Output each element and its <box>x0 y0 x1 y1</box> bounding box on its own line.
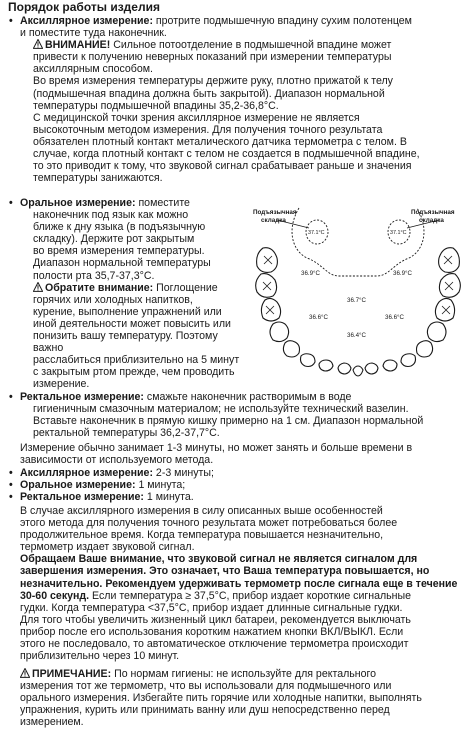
bullet-duration-1: • <box>9 467 13 479</box>
temp-left-fold: 37.1°C <box>308 230 325 236</box>
oral-line: поместите <box>135 197 190 209</box>
notes-emphasis: незначительно. Рекомендуем удерживать термометр после сигнала еще в течение <box>20 577 458 590</box>
bullet-axillary: • <box>9 15 13 27</box>
notes-emphasis: завершения измерения. Это означает, что Ваша температура повышается, но <box>20 565 430 578</box>
diagram-left-label: складка <box>261 217 286 224</box>
remark-label: ПРИМЕЧАНИЕ: <box>32 668 112 680</box>
axillary-line: и поместите туда наконечник. <box>20 27 167 40</box>
axillary-label: Аксиллярное измерение: <box>20 15 153 27</box>
notes-emphasis: Обращаем Ваше внимание, что звуковой сигнал не является сигналом для <box>20 553 418 566</box>
section-title: Порядок работы изделия <box>8 0 160 14</box>
remark-text: измерения тот же термометр, что вы использовали для подмышечного или <box>20 680 392 693</box>
notes-text: этого метода для получения точного результата может потребоваться более <box>20 517 398 530</box>
notes-text: гудки. Когда температура <37,5°С, прибор издает длинные сигнальные гудки. <box>20 601 403 614</box>
rectal-label: Ректальное измерение: <box>20 391 144 403</box>
axillary-warning-text: привести к получению неверных показаний при измерении температуры <box>33 51 392 64</box>
bullet-oral: • <box>9 197 13 209</box>
oral-block <box>20 197 248 391</box>
rectal-line: гигиеничным смазочным материалом; не используйте технический вазелин. <box>33 403 409 416</box>
remark-text: орального измерения. Избегайте пить горячие или холодные напитки, выполнять <box>20 692 422 705</box>
oral-warning-text: измерение. <box>33 378 90 391</box>
oral-line: складку). Держите рот закрытым <box>33 233 195 246</box>
diagram-right-label: складка <box>419 217 444 224</box>
axillary-block <box>20 15 420 184</box>
duration-item <box>20 467 214 479</box>
remark-block <box>20 668 422 728</box>
oral-label: Оральное измерение: <box>20 197 136 209</box>
warning-icon <box>20 668 30 678</box>
duration-item-value: 1 минута. <box>143 491 194 503</box>
duration-item-label: Ректальное измерение: <box>20 491 144 503</box>
remark-text: измерением. <box>20 716 84 729</box>
remark-text: По нормам гигиены: не используйте для ректального <box>111 668 377 680</box>
oral-line: ближе к дну языка (в подъязычную <box>33 221 206 234</box>
warning-icon <box>33 39 43 49</box>
notes-text: приблизительно через 10 минут. <box>20 650 180 663</box>
molar-cusps <box>263 256 453 314</box>
tongue-outline <box>292 208 424 276</box>
bullet-duration-2: • <box>9 479 13 491</box>
axillary-paragraph: температуры подмышечной впадины 35,2-36,8°С. <box>33 99 279 112</box>
duration-item-value: 1 минута; <box>135 479 186 491</box>
oral-warning-text: Поглощение <box>153 281 218 294</box>
axillary-paragraph: то это приводит к тому, что звуковой сигнал срабатывает раньше и значения <box>33 160 412 173</box>
bullet-rectal: • <box>9 391 13 403</box>
rectal-line: смажьте наконечник растворимым в воде <box>143 391 352 403</box>
duration-text: Измерение обычно занимает 1-3 минуты, но может занять и больше времени в <box>20 442 413 454</box>
oral-warning-text: горячих или холодных напитков, <box>33 293 193 306</box>
notes-block <box>20 505 457 662</box>
axillary-warning-text: Сильное потоотделение в подмышечной впадине может <box>110 39 392 52</box>
notes-text: прибор после его использования коротким нажатием кнопки ВКЛ/ВЫКЛ. Если <box>20 625 404 638</box>
remark-text: упражнения, курить или принимать ванну или душ непосредственно перед <box>20 704 390 717</box>
temp-right-low: 36.6°C <box>385 314 404 321</box>
duration-item-label: Оральное измерение: <box>20 479 136 491</box>
temp-right-fold: 37.1°C <box>390 230 407 236</box>
duration-item <box>20 479 185 491</box>
oral-line: Диапазон нормальной температуры <box>33 257 211 270</box>
axillary-warning-label: ВНИМАНИЕ! <box>45 39 111 52</box>
diagram-right-label: Подъязычная <box>411 209 455 216</box>
rectal-block <box>20 391 423 439</box>
notes-emphasis: 30-60 секунд. <box>20 589 90 602</box>
axillary-paragraph: температуры занижаются. <box>33 172 163 185</box>
notes-text: В случае аксиллярного измерения в силу описанных выше особенностей <box>20 505 383 517</box>
temp-left-low: 36.6°C <box>309 314 328 321</box>
oral-line: полости рта 35,7-37,3°С. <box>33 269 155 282</box>
oral-warning-text: иной деятельности может повысить или <box>33 317 231 330</box>
notes-text: продолжительное время. Когда температура повышается незначительно, <box>20 529 384 542</box>
rectal-line: Вставьте наконечник в прямую кишку примерно на 1 см. Диапазон нормальной <box>33 415 424 428</box>
temp-center: 36.7°C <box>347 297 366 304</box>
notes-text: термометр издает звуковой сигнал. <box>20 541 195 554</box>
axillary-paragraph: случае, когда плотный контакт с телом не создается в подмышечной впадине, <box>33 148 420 161</box>
dental-arch <box>256 248 461 376</box>
notes-text: Для того чтобы увеличить жизненный цикл батареи, рекомендуется выключать <box>20 613 411 626</box>
temp-left-mid: 36.9°C <box>301 270 320 277</box>
warning-icon <box>33 282 43 292</box>
axillary-warning-text: аксиллярным способом. <box>33 63 153 76</box>
temp-right-mid: 36.9°C <box>393 270 412 277</box>
diagram-left-label: Подъязычная <box>253 209 297 216</box>
duration-item-label: Аксиллярное измерение: <box>20 467 153 479</box>
axillary-paragraph: Во время измерения температуры держите руку, плотно прижатой к телу <box>33 75 393 88</box>
oral-temperature-diagram <box>247 198 469 390</box>
duration-item <box>20 491 194 503</box>
oral-line: наконечник под язык как можно <box>33 209 189 222</box>
axillary-paragraph: С медицинской точки зрения аксиллярное измерение не является <box>33 111 360 124</box>
oral-line: во время измерения температуры. <box>33 245 205 258</box>
rectal-line: ректальной температуры 36,2-37,7°С. <box>33 427 220 440</box>
temp-bottom: 36.4°C <box>347 332 366 339</box>
duration-block <box>20 442 412 466</box>
oral-warning-label: Обратите внимание: <box>45 281 154 294</box>
bullet-duration-3: • <box>9 491 13 503</box>
oral-warning-text: расслабиться приблизительно на 5 минут <box>33 354 240 367</box>
oral-warning-text: курение, выполнение упражнений или <box>33 305 222 318</box>
axillary-paragraph: высокоточным методом измерения. Для получения точного результата <box>33 123 383 136</box>
oral-warning-text: с закрытым ртом прежде, чем проводить <box>33 366 235 379</box>
notes-text: этого не последовало, то автоматическое отключение термометра происходит <box>20 638 409 651</box>
axillary-paragraph: (подмышечная впадина должна быть закрытой). Диапазон нормальной <box>33 87 385 100</box>
duration-text: зависимости от используемого метода. <box>20 454 214 467</box>
oral-warning-text: понизить вашу температуру. Поэтому важно <box>33 330 218 355</box>
duration-item-value: 2-3 минуты; <box>152 467 214 479</box>
notes-text: Если температура ≥ 37,5°С, прибор издает короткие сигнальные <box>89 589 412 602</box>
axillary-paragraph: обязателен плотный контакт металического датчика термометра с телом. В <box>33 135 407 148</box>
axillary-line: протрите подмышечную впадину сухим полотенцем <box>152 15 412 27</box>
